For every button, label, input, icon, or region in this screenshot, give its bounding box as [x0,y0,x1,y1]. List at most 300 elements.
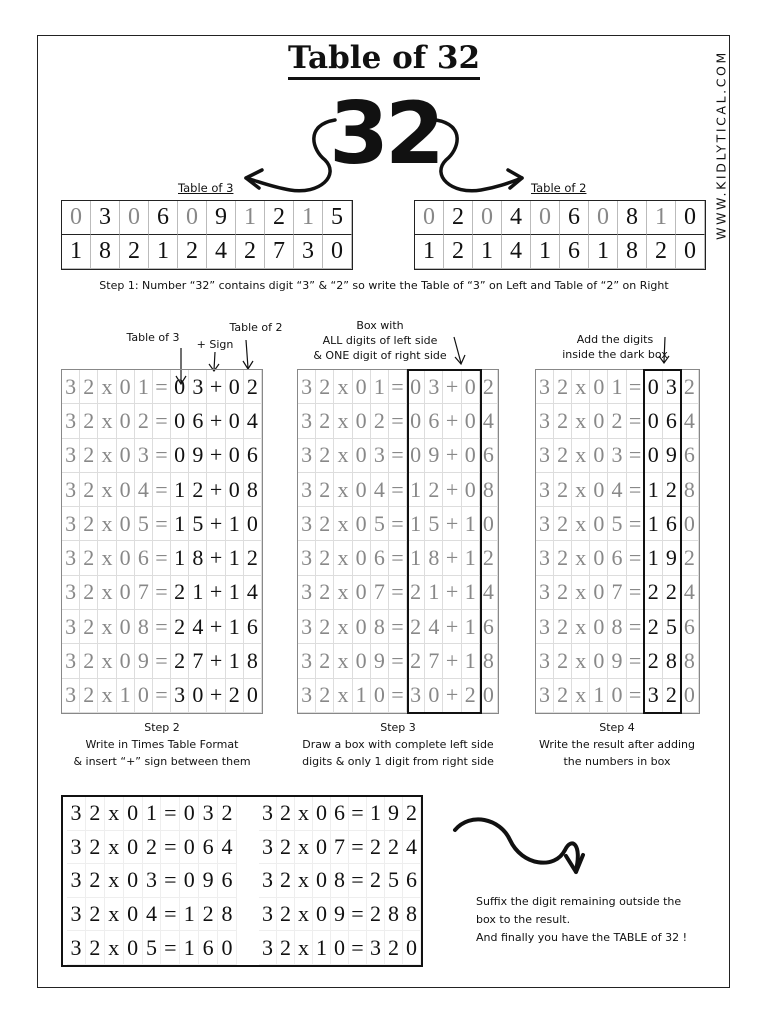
grid-cell: = [627,404,645,438]
digit-cell: 1 [415,235,444,269]
grid-cell: = [627,644,645,678]
grid-cell: 5 [608,507,626,541]
grid-cell: 3 [536,610,554,644]
grid-cell: 0 [590,507,608,541]
digit-cell: 6 [560,201,589,235]
grid-cell: x [572,439,590,473]
digit-cell: 8 [618,235,647,269]
grid-cell: 2 [86,864,105,898]
grid-cell: = [153,404,171,438]
grid-cell: 2 [80,370,98,404]
grid-cell: 9 [371,644,389,678]
grid-cell: x [572,644,590,678]
final-right-column [259,797,421,965]
grid-cell: 8 [189,541,207,575]
grid-cell: 8 [385,898,403,932]
grid-cell: 0 [480,507,498,541]
grid-cell: x [105,797,124,831]
grid-cell: = [389,576,407,610]
grid-cell: 0 [226,404,244,438]
grid-cell: 3 [645,679,663,713]
grid-cell: 2 [407,576,425,610]
grid-cell: x [98,610,116,644]
grid-cell: x [105,864,124,898]
grid-cell: 1 [608,370,626,404]
grid-cell: 3 [298,439,316,473]
grid-cell: 2 [86,831,105,865]
grid-cell: 3 [298,541,316,575]
grid-cell: 9 [189,439,207,473]
grid-cell: 6 [425,404,443,438]
grid-cell: 4 [681,576,699,610]
grid-cell: 6 [189,404,207,438]
grid-cell: + [207,439,225,473]
grid-cell: 0 [226,370,244,404]
grid-cell: + [207,644,225,678]
grid-cell: 0 [117,576,135,610]
grid-cell: 5 [385,864,403,898]
grid-cell: 1 [645,473,663,507]
grid-cell: x [98,507,116,541]
grid-cell: 2 [171,576,189,610]
grid-cell: 2 [277,931,295,965]
grid-cell: 0 [226,473,244,507]
grid-cell: 2 [663,473,681,507]
grid-cell: 2 [554,576,572,610]
grid-cell: = [153,439,171,473]
grid-cell: 9 [385,797,403,831]
grid-cell: x [98,679,116,713]
grid-cell: 3 [536,644,554,678]
grid-cell: 9 [663,541,681,575]
digit-cell: 5 [323,201,352,235]
grid-cell: + [207,370,225,404]
grid-cell: + [207,576,225,610]
annotation-add-digits: Add the digits inside the dark box [562,333,668,361]
grid-cell: x [334,370,352,404]
grid-cell: = [389,370,407,404]
grid-cell: x [572,679,590,713]
grid-cell: 8 [425,541,443,575]
grid-cell: 3 [536,370,554,404]
grid-cell: = [153,370,171,404]
digit-cell: 0 [62,201,91,235]
grid-cell: 2 [663,576,681,610]
grid-cell: 2 [554,473,572,507]
grid-cell: 6 [371,541,389,575]
grid-cell: x [572,507,590,541]
grid-cell: 5 [663,610,681,644]
grid-cell: 0 [462,404,480,438]
digit-cell: 0 [676,201,705,235]
annotation-plus-sign: + Sign [196,338,234,351]
grid-cell: 2 [367,831,385,865]
grid-cell: x [105,898,124,932]
final-table [61,795,423,967]
digit-cell: 9 [207,201,236,235]
grid-cell: 6 [199,831,218,865]
grid-cell: 2 [80,507,98,541]
grid-cell: 3 [298,507,316,541]
grid-cell: 0 [117,370,135,404]
grid-cell: 0 [117,473,135,507]
digit-cell: 0 [178,201,207,235]
grid-cell: x [98,644,116,678]
grid-cell: 0 [180,831,199,865]
grid-cell: 8 [681,644,699,678]
grid-cell: 0 [117,541,135,575]
grid-cell: 3 [62,576,80,610]
grid-cell: 0 [353,439,371,473]
grid-cell: + [443,610,461,644]
grid-cell: 3 [663,370,681,404]
grid-cell: 0 [590,439,608,473]
grid-cell: 7 [331,831,349,865]
grid-cell: = [389,473,407,507]
grid-cell: = [349,864,367,898]
grid-cell: 1 [462,644,480,678]
grid-cell: x [572,370,590,404]
grid-cell: 2 [80,610,98,644]
grid-cell: = [389,610,407,644]
grid-cell: x [295,864,313,898]
grid-cell: 6 [218,864,237,898]
grid-cell: + [207,541,225,575]
grid-cell: 2 [171,610,189,644]
grid-cell: 4 [189,610,207,644]
grid-cell: 2 [554,679,572,713]
grid-cell: = [627,541,645,575]
grid-cell: 2 [244,370,262,404]
big-number: 32 [329,84,441,184]
grid-cell: 2 [86,797,105,831]
digit-cell: 4 [207,235,236,269]
annotation-box-with: Box with ALL digits of left side & ONE digit of right side [313,319,447,362]
grid-cell: 8 [135,610,153,644]
right-table-label: Table of 2 [531,181,587,195]
grid-cell: 2 [554,541,572,575]
digit-cell: 1 [589,235,618,269]
grid-cell: 0 [645,370,663,404]
grid-cell: = [161,831,180,865]
grid-cell: = [389,439,407,473]
digit-cell: 2 [178,235,207,269]
grid-cell: 2 [316,370,334,404]
grid-cell: 3 [62,404,80,438]
grid-cell: 2 [199,898,218,932]
grid-cell: 3 [298,610,316,644]
grid-cell: 4 [218,831,237,865]
grid-cell: 7 [425,644,443,678]
grid-cell: = [161,898,180,932]
grid-cell: 2 [608,404,626,438]
grid-cell: 9 [331,898,349,932]
grid-cell: 6 [681,610,699,644]
grid-cell: 0 [117,507,135,541]
grid-cell: 8 [218,898,237,932]
grid-cell: 5 [143,931,162,965]
grid-cell: x [572,473,590,507]
step1-text: Step 1: Number “32” contains digit “3” & “2” so write the Table of “3” on Left and Table of “2” on Right [99,279,669,292]
grid-cell: 1 [407,541,425,575]
grid-cell: x [98,404,116,438]
grid-cell: 0 [313,797,331,831]
grid-cell: 0 [124,898,143,932]
grid-cell: 2 [681,541,699,575]
grid-cell: 0 [681,507,699,541]
grid-cell: 2 [316,679,334,713]
grid-cell: 0 [645,404,663,438]
grid-cell: 0 [313,831,331,865]
grid-cell: 8 [480,644,498,678]
grid-cell: 3 [536,439,554,473]
grid-cell: 2 [554,644,572,678]
grid-cell: 8 [403,898,421,932]
grid-cell: 5 [135,507,153,541]
grid-cell: 0 [608,679,626,713]
grid-cell: 0 [124,831,143,865]
grid-cell: x [572,404,590,438]
grid-cell: 3 [259,831,277,865]
grid-cell: 0 [462,439,480,473]
grid-cell: 0 [590,370,608,404]
grid-cell: 3 [135,439,153,473]
grid-cell: + [207,404,225,438]
grid-cell: 2 [80,679,98,713]
grid-cell: 5 [371,507,389,541]
digit-cell: 0 [323,235,352,269]
grid-cell: 1 [143,797,162,831]
grid-cell: 2 [143,831,162,865]
grid-cell: 3 [67,931,86,965]
final-note: Suffix the digit remaining outside the box to the result. And finally you have the TABLE of 32 ! [476,895,687,944]
grid-cell: = [627,439,645,473]
grid-cell: 2 [367,898,385,932]
grid-cell: 4 [425,610,443,644]
grid-cell: 1 [117,679,135,713]
grid-cell: + [443,404,461,438]
grid-cell: 2 [385,931,403,965]
grid-cell: 0 [407,404,425,438]
grid-cell: 0 [171,370,189,404]
grid-cell: 3 [67,797,86,831]
grid-cell: 6 [663,404,681,438]
grid-cell: + [443,473,461,507]
grid-cell: 2 [403,797,421,831]
grid-cell: + [207,507,225,541]
grid-cell: = [389,541,407,575]
grid-cell: 2 [554,404,572,438]
grid-cell: x [295,931,313,965]
grid-cell: 0 [590,610,608,644]
grid-cell: x [98,541,116,575]
grid-cell: = [153,541,171,575]
grid-cell: x [572,610,590,644]
grid-cell: 2 [554,439,572,473]
grid-cell: 3 [371,439,389,473]
grid-cell: 0 [180,797,199,831]
grid-cell: 2 [226,679,244,713]
grid-cell: 0 [353,576,371,610]
grid-cell: 2 [80,644,98,678]
grid-cell: 5 [189,507,207,541]
grid-cell: x [334,507,352,541]
grid-cell: 0 [353,610,371,644]
grid-cell: 1 [226,610,244,644]
grid-cell: 3 [62,507,80,541]
grid-cell: x [98,439,116,473]
grid-cell: 3 [298,576,316,610]
grid-cell: 2 [407,644,425,678]
grid-cell: = [627,679,645,713]
grid-cell: 3 [536,404,554,438]
grid-cell: 1 [462,610,480,644]
grid-cell: 1 [180,898,199,932]
grid-cell: 3 [298,644,316,678]
grid-cell: 8 [608,610,626,644]
grid-cell: = [153,473,171,507]
grid-cell: x [334,679,352,713]
grid-cell: 1 [462,541,480,575]
grid-cell: 3 [425,370,443,404]
grid-cell: 2 [554,370,572,404]
grid-cell: + [207,473,225,507]
grid-cell: 0 [124,797,143,831]
grid-cell: 4 [135,473,153,507]
grid-cell: 3 [143,864,162,898]
digit-cell: 1 [294,201,323,235]
grid-cell: 0 [590,541,608,575]
grid-cell: 3 [536,541,554,575]
step4-dark-box [643,369,682,714]
grid-cell: x [98,370,116,404]
grid-cell: 6 [244,610,262,644]
grid-cell: 3 [536,507,554,541]
grid-cell: x [334,541,352,575]
table-of-2-grid [414,200,706,270]
grid-cell: = [627,610,645,644]
grid-cell: x [334,644,352,678]
grid-cell: 6 [480,439,498,473]
digit-cell: 0 [676,235,705,269]
grid-cell: = [153,679,171,713]
grid-cell: 2 [385,831,403,865]
digit-cell: 0 [531,201,560,235]
grid-cell: 3 [67,831,86,865]
grid-cell: 2 [277,864,295,898]
digit-cell: 4 [502,235,531,269]
grid-cell: 1 [353,679,371,713]
grid-cell: x [295,797,313,831]
grid-cell: 9 [135,644,153,678]
grid-cell: = [349,931,367,965]
grid-cell: = [153,576,171,610]
grid-cell: 1 [226,541,244,575]
digit-cell: 2 [120,235,149,269]
digit-cell: 1 [236,201,265,235]
grid-cell: x [334,576,352,610]
grid-cell: 0 [117,439,135,473]
grid-cell: 0 [313,864,331,898]
grid-cell: = [349,831,367,865]
grid-cell: 0 [353,644,371,678]
grid-cell: 2 [80,541,98,575]
grid-cell: = [389,644,407,678]
grid-cell: + [443,541,461,575]
grid-cell: 4 [480,404,498,438]
grid-cell: = [161,864,180,898]
grid-cell: 6 [331,797,349,831]
grid-cell: 2 [316,404,334,438]
grid-cell: 3 [62,439,80,473]
grid-cell: 0 [171,439,189,473]
grid-cell: 2 [86,931,105,965]
grid-cell: 2 [277,831,295,865]
grid-cell: 4 [681,404,699,438]
grid-cell: + [207,610,225,644]
grid-cell: 8 [480,473,498,507]
grid-cell: 3 [367,931,385,965]
grid-cell: 4 [143,898,162,932]
grid-cell: 3 [62,679,80,713]
grid-cell: 4 [480,576,498,610]
grid-cell: = [389,507,407,541]
step3-dark-box [407,369,482,714]
grid-cell: 0 [189,679,207,713]
grid-cell: x [98,473,116,507]
grid-cell: 2 [189,473,207,507]
grid-cell: 1 [425,576,443,610]
grid-cell: 3 [608,439,626,473]
step4-caption: Step 4 Write the result after adding the numbers in box [539,721,695,768]
grid-cell: 3 [259,898,277,932]
grid-cell: 7 [371,576,389,610]
grid-cell: 6 [403,864,421,898]
grid-cell: + [443,439,461,473]
grid-cell: 1 [171,507,189,541]
grid-cell: + [443,644,461,678]
grid-cell: x [295,898,313,932]
grid-cell: 0 [371,679,389,713]
grid-cell: 2 [663,679,681,713]
grid-cell: 0 [590,404,608,438]
grid-cell: 0 [590,576,608,610]
grid-cell: x [105,931,124,965]
grid-cell: 3 [199,797,218,831]
digit-cell: 6 [149,201,178,235]
grid-cell: 3 [259,797,277,831]
grid-cell: 2 [480,541,498,575]
grid-cell: 8 [663,644,681,678]
digit-cell: 0 [589,201,618,235]
grid-cell: 6 [244,439,262,473]
digit-cell: 2 [236,235,265,269]
step3-caption: Step 3 Draw a box with complete left side digits & only 1 digit from right side [302,721,494,768]
grid-cell: = [349,898,367,932]
grid-cell: 2 [277,898,295,932]
grid-cell: x [334,473,352,507]
digit-cell: 0 [473,201,502,235]
grid-cell: 0 [403,931,421,965]
grid-cell: 0 [117,610,135,644]
digit-cell: 1 [531,235,560,269]
grid-cell: 0 [218,931,237,965]
grid-cell: 0 [244,507,262,541]
grid-cell: x [334,404,352,438]
grid-cell: 8 [371,610,389,644]
step2-caption: Step 2 Write in Times Table Format & insert “+” sign between them [73,721,251,768]
grid-cell: x [98,576,116,610]
